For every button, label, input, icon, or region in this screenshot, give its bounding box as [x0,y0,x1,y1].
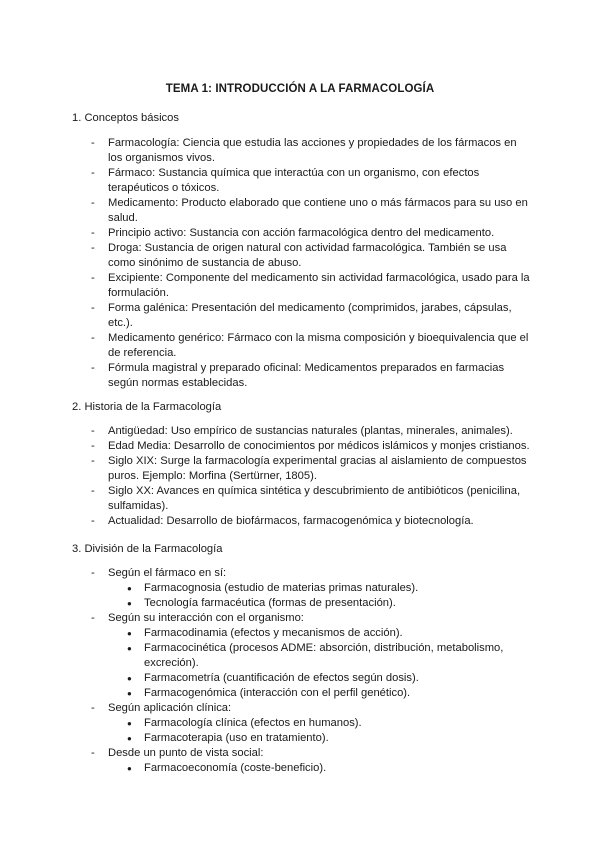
sub-list [108,626,533,701]
sub-list-item: ● Tecnología farmacéutica (formas de presentación). [144,596,533,611]
list-item: - Forma galénica: Presentación del medicamento (comprimidos, jarabes, cápsulas, etc.). [108,301,533,331]
list-item: - Excipiente: Componente del medicamento sin actividad farmacológica, usado para la formulación. [108,271,533,301]
sub-list-item: ● Farmacoterapia (uso en tratamiento). [144,731,533,746]
list-item: - Siglo XX: Avances en química sintética y descubrimiento de antibióticos (penicilina, sulfamidas). [108,484,533,514]
list-item: - Fórmula magistral y preparado oficinal: Medicamentos preparados en farmacias según normas establecidas. [108,361,533,391]
sub-list [108,761,533,776]
section-heading-historia: 2. Historia de la Farmacología [72,401,222,413]
sub-list [108,716,533,746]
list-item: - Medicamento genérico: Fármaco con la misma composición y bioequivalencia que el de referencia. [108,331,533,361]
sub-list-item: ● Farmacogenómica (interacción con el perfil genético). [144,686,533,701]
section-heading-conceptos: 1. Conceptos básicos [72,112,179,124]
sub-list-item: ● Farmacocinética (procesos ADME: absorción, distribución, metabolismo, excreción). [144,641,533,671]
list-item: - Antigüedad: Uso empírico de sustancias naturales (plantas, minerales, animales). [108,424,533,439]
list-item: - Siglo XIX: Surge la farmacología experimental gracias al aislamiento de compuestos puros. Ejemplo: Morfina (Sertürner, 1805). [108,454,533,484]
page-title: TEMA 1: INTRODUCCIÓN A LA FARMACOLOGÍA [165,83,435,95]
sub-list-item: ● Farmacoeconomía (coste-beneficio). [144,761,533,776]
sub-list-item: ● Farmacometría (cuantificación de efectos según dosis). [144,671,533,686]
sub-list [108,581,533,611]
list-item: - Farmacología: Ciencia que estudia las acciones y propiedades de los fármacos en los organismos vivos. [108,136,533,166]
list-item: - Fármaco: Sustancia química que interactúa con un organismo, con efectos terapéuticos o tóxicos. [108,166,533,196]
group-label: Según su interacción con el organismo: [108,612,304,624]
group-label: Según el fármaco en sí: [108,567,227,579]
division-group [108,746,533,776]
sub-list-item: ● Farmacognosia (estudio de materias primas naturales). [144,581,533,596]
list-item: - Principio activo: Sustancia con acción farmacológica dentro del medicamento. [108,226,533,241]
sub-list-item: ● Farmacodinamia (efectos y mecanismos de acción). [144,626,533,641]
sub-list-item: ● Farmacología clínica (efectos en humanos). [144,716,533,731]
division-list [108,566,533,776]
list-item: - Droga: Sustancia de origen natural con actividad farmacológica. También se usa como sinónimo de sustancia de abuso. [108,241,533,271]
group-label: Desde un punto de vista social: [108,747,264,759]
history-list [108,424,533,529]
division-group [108,566,533,611]
division-group [108,611,533,701]
section-heading-division: 3. División de la Farmacología [72,543,223,555]
list-item: - Edad Media: Desarrollo de conocimientos por médicos islámicos y monjes cristianos. [108,439,533,454]
list-item: - Medicamento: Producto elaborado que contiene uno o más fármacos para su uso en salud. [108,196,533,226]
concepts-list [108,136,533,391]
group-label: Según aplicación clínica: [108,702,232,714]
list-item: - Actualidad: Desarrollo de biofármacos, farmacogenómica y biotecnología. [108,514,533,529]
division-group [108,701,533,746]
